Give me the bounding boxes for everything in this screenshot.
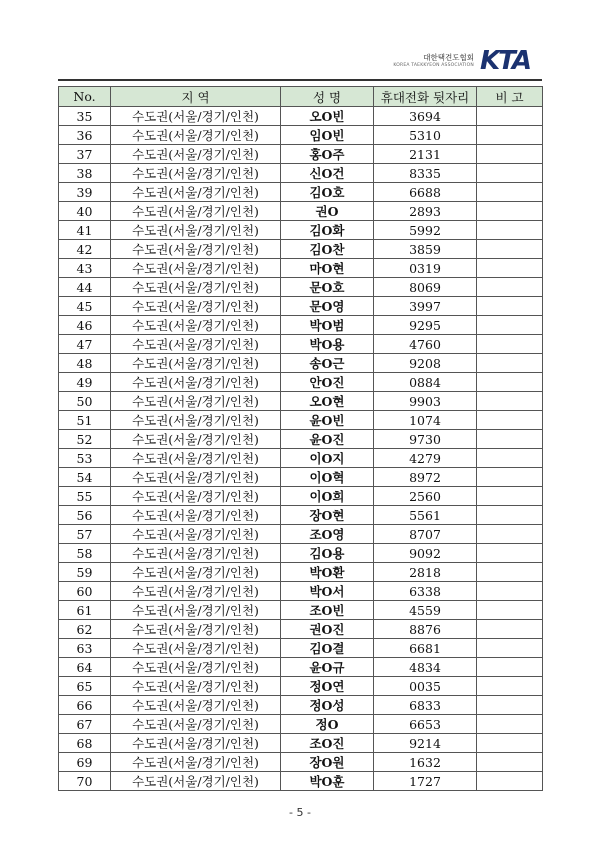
row-region: 수도권(서울/경기/인천) <box>111 582 281 601</box>
column-header-no: No. <box>59 87 111 107</box>
row-note <box>477 506 543 525</box>
row-phone-suffix: 6688 <box>374 183 477 202</box>
row-phone-suffix: 6833 <box>374 696 477 715</box>
table-row <box>59 677 543 696</box>
row-phone-suffix: 4559 <box>374 601 477 620</box>
row-region: 수도권(서울/경기/인천) <box>111 525 281 544</box>
row-name: 마O현 <box>281 259 374 278</box>
row-number: 36 <box>59 126 111 145</box>
row-note <box>477 297 543 316</box>
row-region: 수도권(서울/경기/인천) <box>111 316 281 335</box>
row-phone-suffix: 3694 <box>374 107 477 126</box>
row-number: 62 <box>59 620 111 639</box>
row-number: 68 <box>59 734 111 753</box>
table-row <box>59 772 543 791</box>
row-phone-suffix: 5992 <box>374 221 477 240</box>
table-row <box>59 335 543 354</box>
row-region: 수도권(서울/경기/인천) <box>111 620 281 639</box>
row-note <box>477 335 543 354</box>
column-header-region: 지 역 <box>111 87 281 107</box>
row-name: 박O훈 <box>281 772 374 791</box>
row-note <box>477 278 543 297</box>
row-name: 오O빈 <box>281 107 374 126</box>
row-phone-suffix: 3859 <box>374 240 477 259</box>
row-phone-suffix: 1727 <box>374 772 477 791</box>
row-phone-suffix: 8876 <box>374 620 477 639</box>
row-region: 수도권(서울/경기/인천) <box>111 468 281 487</box>
row-name: 윤O규 <box>281 658 374 677</box>
table-body <box>59 107 543 791</box>
row-number: 61 <box>59 601 111 620</box>
row-number: 35 <box>59 107 111 126</box>
table-row <box>59 658 543 677</box>
row-region: 수도권(서울/경기/인천) <box>111 696 281 715</box>
row-region: 수도권(서울/경기/인천) <box>111 563 281 582</box>
row-note <box>477 354 543 373</box>
table-row <box>59 620 543 639</box>
row-note <box>477 639 543 658</box>
row-note <box>477 544 543 563</box>
row-phone-suffix: 8707 <box>374 525 477 544</box>
row-phone-suffix: 6653 <box>374 715 477 734</box>
row-name: 권O <box>281 202 374 221</box>
org-name <box>393 54 474 68</box>
table-row <box>59 506 543 525</box>
row-note <box>477 620 543 639</box>
row-phone-suffix: 3997 <box>374 297 477 316</box>
row-note <box>477 183 543 202</box>
row-phone-suffix: 6338 <box>374 582 477 601</box>
row-note <box>477 658 543 677</box>
row-name: 박O용 <box>281 335 374 354</box>
row-note <box>477 525 543 544</box>
row-name: 송O근 <box>281 354 374 373</box>
table-row <box>59 487 543 506</box>
row-note <box>477 753 543 772</box>
row-name: 김O용 <box>281 544 374 563</box>
row-name: 윤O빈 <box>281 411 374 430</box>
row-phone-suffix: 1632 <box>374 753 477 772</box>
table-row <box>59 411 543 430</box>
table-row <box>59 107 543 126</box>
row-note <box>477 715 543 734</box>
row-name: 김O결 <box>281 639 374 658</box>
row-region: 수도권(서울/경기/인천) <box>111 145 281 164</box>
row-number: 49 <box>59 373 111 392</box>
row-region: 수도권(서울/경기/인천) <box>111 734 281 753</box>
row-number: 48 <box>59 354 111 373</box>
row-phone-suffix: 4279 <box>374 449 477 468</box>
table-row <box>59 183 543 202</box>
table-row <box>59 430 543 449</box>
table-row <box>59 145 543 164</box>
row-number: 43 <box>59 259 111 278</box>
table-row <box>59 164 543 183</box>
row-region: 수도권(서울/경기/인천) <box>111 297 281 316</box>
row-note <box>477 126 543 145</box>
row-name: 문O영 <box>281 297 374 316</box>
row-phone-suffix: 9214 <box>374 734 477 753</box>
table-row <box>59 259 543 278</box>
row-phone-suffix: 4760 <box>374 335 477 354</box>
table-row <box>59 582 543 601</box>
table-row <box>59 202 543 221</box>
row-region: 수도권(서울/경기/인천) <box>111 354 281 373</box>
row-number: 60 <box>59 582 111 601</box>
row-number: 50 <box>59 392 111 411</box>
row-note <box>477 411 543 430</box>
table-row <box>59 449 543 468</box>
row-number: 40 <box>59 202 111 221</box>
row-name: 김O화 <box>281 221 374 240</box>
row-name: 이O혁 <box>281 468 374 487</box>
table-row <box>59 563 543 582</box>
row-phone-suffix: 8335 <box>374 164 477 183</box>
row-phone-suffix: 9295 <box>374 316 477 335</box>
row-number: 55 <box>59 487 111 506</box>
row-region: 수도권(서울/경기/인천) <box>111 202 281 221</box>
row-note <box>477 392 543 411</box>
row-region: 수도권(서울/경기/인천) <box>111 658 281 677</box>
table-row <box>59 126 543 145</box>
row-name: 박O서 <box>281 582 374 601</box>
table-row <box>59 753 543 772</box>
table-row <box>59 601 543 620</box>
row-name: 윤O진 <box>281 430 374 449</box>
row-name: 정O연 <box>281 677 374 696</box>
row-region: 수도권(서울/경기/인천) <box>111 126 281 145</box>
row-note <box>477 449 543 468</box>
row-name: 조O진 <box>281 734 374 753</box>
row-number: 63 <box>59 639 111 658</box>
row-number: 51 <box>59 411 111 430</box>
table-row <box>59 221 543 240</box>
table-row <box>59 240 543 259</box>
row-phone-suffix: 6681 <box>374 639 477 658</box>
row-name: 정O <box>281 715 374 734</box>
row-number: 41 <box>59 221 111 240</box>
row-number: 66 <box>59 696 111 715</box>
row-number: 37 <box>59 145 111 164</box>
row-phone-suffix: 8069 <box>374 278 477 297</box>
row-phone-suffix: 2893 <box>374 202 477 221</box>
row-phone-suffix: 5310 <box>374 126 477 145</box>
row-note <box>477 734 543 753</box>
row-phone-suffix: 8972 <box>374 468 477 487</box>
table-row <box>59 468 543 487</box>
row-region: 수도권(서울/경기/인천) <box>111 430 281 449</box>
row-region: 수도권(서울/경기/인천) <box>111 240 281 259</box>
row-number: 54 <box>59 468 111 487</box>
table-row <box>59 544 543 563</box>
table-row <box>59 696 543 715</box>
row-name: 문O호 <box>281 278 374 297</box>
row-note <box>477 221 543 240</box>
row-phone-suffix: 9208 <box>374 354 477 373</box>
row-phone-suffix: 9903 <box>374 392 477 411</box>
org-name-en: KOREA TAEKKYEON ASSOCIATION <box>393 62 474 68</box>
row-note <box>477 430 543 449</box>
row-name: 장O현 <box>281 506 374 525</box>
table-row <box>59 392 543 411</box>
row-name: 정O성 <box>281 696 374 715</box>
participant-table <box>58 86 543 791</box>
row-region: 수도권(서울/경기/인천) <box>111 392 281 411</box>
row-region: 수도권(서울/경기/인천) <box>111 677 281 696</box>
row-number: 45 <box>59 297 111 316</box>
row-name: 조O영 <box>281 525 374 544</box>
row-region: 수도권(서울/경기/인천) <box>111 487 281 506</box>
row-name: 신O건 <box>281 164 374 183</box>
row-name: 박O환 <box>281 563 374 582</box>
row-phone-suffix: 2818 <box>374 563 477 582</box>
row-number: 44 <box>59 278 111 297</box>
table-row <box>59 354 543 373</box>
row-phone-suffix: 4834 <box>374 658 477 677</box>
row-note <box>477 582 543 601</box>
row-region: 수도권(서울/경기/인천) <box>111 639 281 658</box>
row-note <box>477 696 543 715</box>
table-row <box>59 525 543 544</box>
row-name: 장O원 <box>281 753 374 772</box>
row-number: 47 <box>59 335 111 354</box>
row-name: 오O현 <box>281 392 374 411</box>
row-number: 42 <box>59 240 111 259</box>
row-region: 수도권(서울/경기/인천) <box>111 373 281 392</box>
row-phone-suffix: 0035 <box>374 677 477 696</box>
row-region: 수도권(서울/경기/인천) <box>111 221 281 240</box>
row-phone-suffix: 5561 <box>374 506 477 525</box>
row-number: 53 <box>59 449 111 468</box>
column-header-phone: 휴대전화 뒷자리 <box>374 87 477 107</box>
row-number: 56 <box>59 506 111 525</box>
row-phone-suffix: 0319 <box>374 259 477 278</box>
row-note <box>477 601 543 620</box>
row-note <box>477 259 543 278</box>
row-number: 59 <box>59 563 111 582</box>
table-row <box>59 297 543 316</box>
row-number: 70 <box>59 772 111 791</box>
row-number: 67 <box>59 715 111 734</box>
kta-logo-mark: KTA <box>480 46 530 76</box>
row-phone-suffix: 2131 <box>374 145 477 164</box>
row-name: 권O진 <box>281 620 374 639</box>
row-phone-suffix: 1074 <box>374 411 477 430</box>
page-number: - 5 - <box>289 806 311 819</box>
row-region: 수도권(서울/경기/인천) <box>111 506 281 525</box>
row-note <box>477 487 543 506</box>
row-number: 58 <box>59 544 111 563</box>
column-header-note: 비 고 <box>477 87 543 107</box>
row-name: 이O희 <box>281 487 374 506</box>
org-name-kr: 대한택견도협회 <box>423 53 474 62</box>
row-note <box>477 563 543 582</box>
row-name: 임O빈 <box>281 126 374 145</box>
row-note <box>477 202 543 221</box>
table-row <box>59 316 543 335</box>
row-name: 이O지 <box>281 449 374 468</box>
header-divider <box>58 79 542 81</box>
row-region: 수도권(서울/경기/인천) <box>111 449 281 468</box>
row-note <box>477 240 543 259</box>
table-header-row <box>59 87 543 107</box>
row-number: 52 <box>59 430 111 449</box>
row-region: 수도권(서울/경기/인천) <box>111 753 281 772</box>
row-number: 64 <box>59 658 111 677</box>
row-region: 수도권(서울/경기/인천) <box>111 544 281 563</box>
row-phone-suffix: 0884 <box>374 373 477 392</box>
row-note <box>477 145 543 164</box>
row-region: 수도권(서울/경기/인천) <box>111 772 281 791</box>
table-row <box>59 373 543 392</box>
row-note <box>477 373 543 392</box>
row-name: 조O빈 <box>281 601 374 620</box>
row-note <box>477 164 543 183</box>
org-logo <box>393 46 530 76</box>
row-region: 수도권(서울/경기/인천) <box>111 259 281 278</box>
row-region: 수도권(서울/경기/인천) <box>111 335 281 354</box>
row-name: 박O범 <box>281 316 374 335</box>
row-number: 57 <box>59 525 111 544</box>
row-region: 수도권(서울/경기/인천) <box>111 715 281 734</box>
row-number: 39 <box>59 183 111 202</box>
column-header-name: 성 명 <box>281 87 374 107</box>
row-region: 수도권(서울/경기/인천) <box>111 601 281 620</box>
row-name: 홍O주 <box>281 145 374 164</box>
row-name: 김O찬 <box>281 240 374 259</box>
row-note <box>477 772 543 791</box>
row-number: 65 <box>59 677 111 696</box>
row-number: 46 <box>59 316 111 335</box>
row-phone-suffix: 9092 <box>374 544 477 563</box>
row-phone-suffix: 2560 <box>374 487 477 506</box>
row-note <box>477 677 543 696</box>
row-name: 김O호 <box>281 183 374 202</box>
row-region: 수도권(서울/경기/인천) <box>111 411 281 430</box>
row-phone-suffix: 9730 <box>374 430 477 449</box>
table-row <box>59 278 543 297</box>
table-row <box>59 734 543 753</box>
table-row <box>59 715 543 734</box>
row-note <box>477 468 543 487</box>
row-region: 수도권(서울/경기/인천) <box>111 278 281 297</box>
table-row <box>59 639 543 658</box>
row-note <box>477 316 543 335</box>
row-number: 38 <box>59 164 111 183</box>
row-note <box>477 107 543 126</box>
row-region: 수도권(서울/경기/인천) <box>111 183 281 202</box>
row-region: 수도권(서울/경기/인천) <box>111 164 281 183</box>
row-region: 수도권(서울/경기/인천) <box>111 107 281 126</box>
row-name: 안O진 <box>281 373 374 392</box>
row-number: 69 <box>59 753 111 772</box>
